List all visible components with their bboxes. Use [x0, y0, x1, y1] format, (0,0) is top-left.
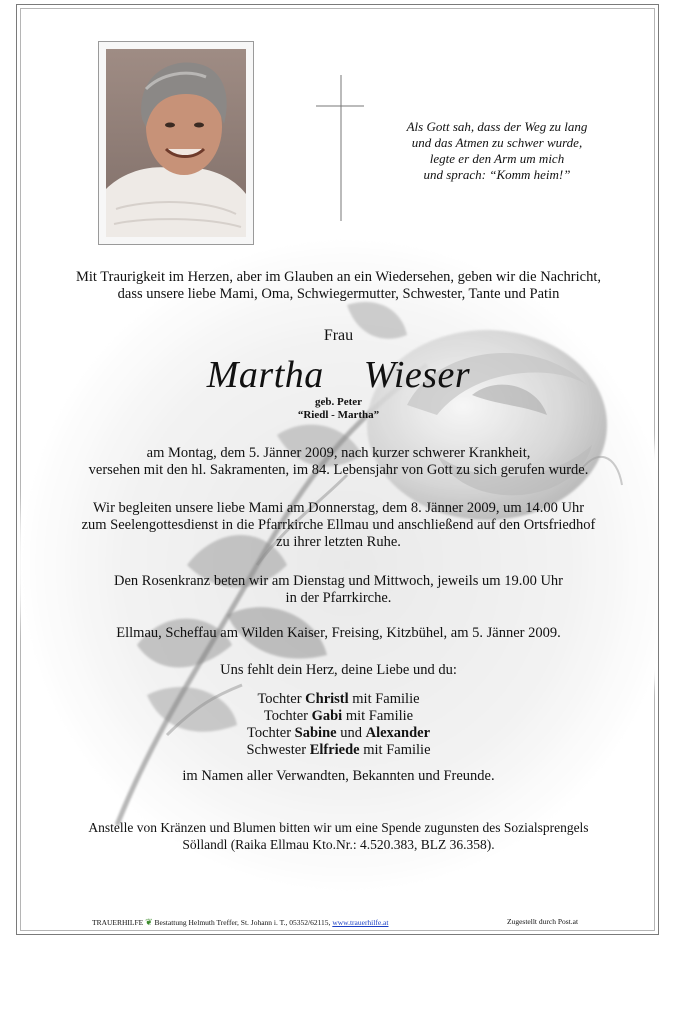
rosary-notice	[17, 573, 659, 607]
portrait-frame	[98, 41, 254, 245]
place-date: Ellmau, Scheffau am Wilden Kaiser, Freising, Kitzbühel, am 5. Jänner 2009.	[116, 625, 561, 641]
donation-notice	[17, 819, 659, 853]
relatives-line: im Namen aller Verwandten, Bekannten und Freunde.	[182, 768, 495, 784]
funeral-notice	[17, 500, 659, 551]
intro-text	[17, 269, 659, 303]
poem-line: und sprach: “Komm heim!”	[423, 167, 571, 182]
salutation: Frau	[323, 327, 354, 344]
deceased-name: Martha Wieser	[206, 354, 471, 396]
death-notice	[17, 445, 659, 479]
mourner-name: Sabine	[294, 725, 337, 741]
funeral-line: zum Seelengottesdienst in die Pfarrkirche Ellmau und anschließend auf den Ortsfriedhof	[81, 517, 596, 533]
mourner-name: Elfriede	[309, 742, 360, 758]
leaf-icon: ❦	[145, 917, 153, 927]
mourners-intro: Uns fehlt dein Herz, deine Liebe und du:	[220, 662, 457, 678]
death-line: versehen mit den hl. Sakramenten, im 84. Lebensjahr von Gott zu sich gerufen wurde.	[88, 462, 589, 478]
cross-icon	[316, 75, 366, 225]
mourner-name: Christl	[305, 691, 349, 707]
nickname: “Riedl - Martha”	[297, 409, 380, 421]
intro-line: dass unsere liebe Mami, Oma, Schwiegermutter, Schwester, Tante und Patin	[117, 286, 560, 302]
donation-line: Anstelle von Kränzen und Blumen bitten wir um eine Spende zugunsten des Sozialsprengels	[88, 820, 589, 835]
birth-name: geb. Peter	[314, 396, 363, 408]
mourner-line: Tochter Gabi mit Familie	[263, 708, 414, 724]
poem-line: legte er den Arm um mich	[429, 151, 565, 166]
intro-line: Mit Traurigkeit im Herzen, aber im Glauben an ein Wiedersehen, geben wir die Nachricht,	[75, 269, 601, 285]
poem-line: und das Atmen zu schwer wurde,	[411, 135, 583, 150]
footer	[92, 917, 592, 928]
portrait-photo	[106, 49, 246, 237]
website-link[interactable]: www.trauerhilfe.at	[332, 918, 389, 927]
funeral-line: zu ihrer letzten Ruhe.	[276, 534, 401, 550]
mourner-line: Tochter Sabine und Alexander	[246, 725, 431, 741]
company-info: Bestattung Helmuth Treffer, St. Johann i. T., 05352/62115,	[152, 918, 333, 927]
funeral-line: Wir begleiten unsere liebe Mami am Donnerstag, dem 8. Jänner 2009, um 14.00 Uhr	[92, 500, 585, 516]
donation-line: Söllandl (Raika Ellmau Kto.Nr.: 4.520.383, BLZ 36.358).	[182, 837, 495, 852]
poem-line: Als Gott sah, dass der Weg zu lang	[406, 119, 588, 134]
poem	[387, 119, 607, 183]
rosary-line: in der Pfarrkirche.	[285, 590, 392, 606]
death-line: am Montag, dem 5. Jänner 2009, nach kurzer schwerer Krankheit,	[146, 445, 531, 461]
mourner-name: Alexander	[365, 725, 431, 741]
mourner-line: Tochter Christl mit Familie	[257, 691, 420, 707]
mourners-list	[17, 691, 659, 759]
rosary-line: Den Rosenkranz beten wir am Dienstag und Mittwoch, jeweils um 19.00 Uhr	[113, 573, 563, 589]
delivery-note: Zugestellt durch Post.at	[507, 917, 579, 926]
mourner-name: Gabi	[311, 708, 343, 724]
mourner-line: Schwester Elfriede mit Familie	[246, 742, 431, 758]
brand-label: TRAUERHILFE	[92, 918, 144, 927]
obituary-card	[16, 4, 659, 935]
